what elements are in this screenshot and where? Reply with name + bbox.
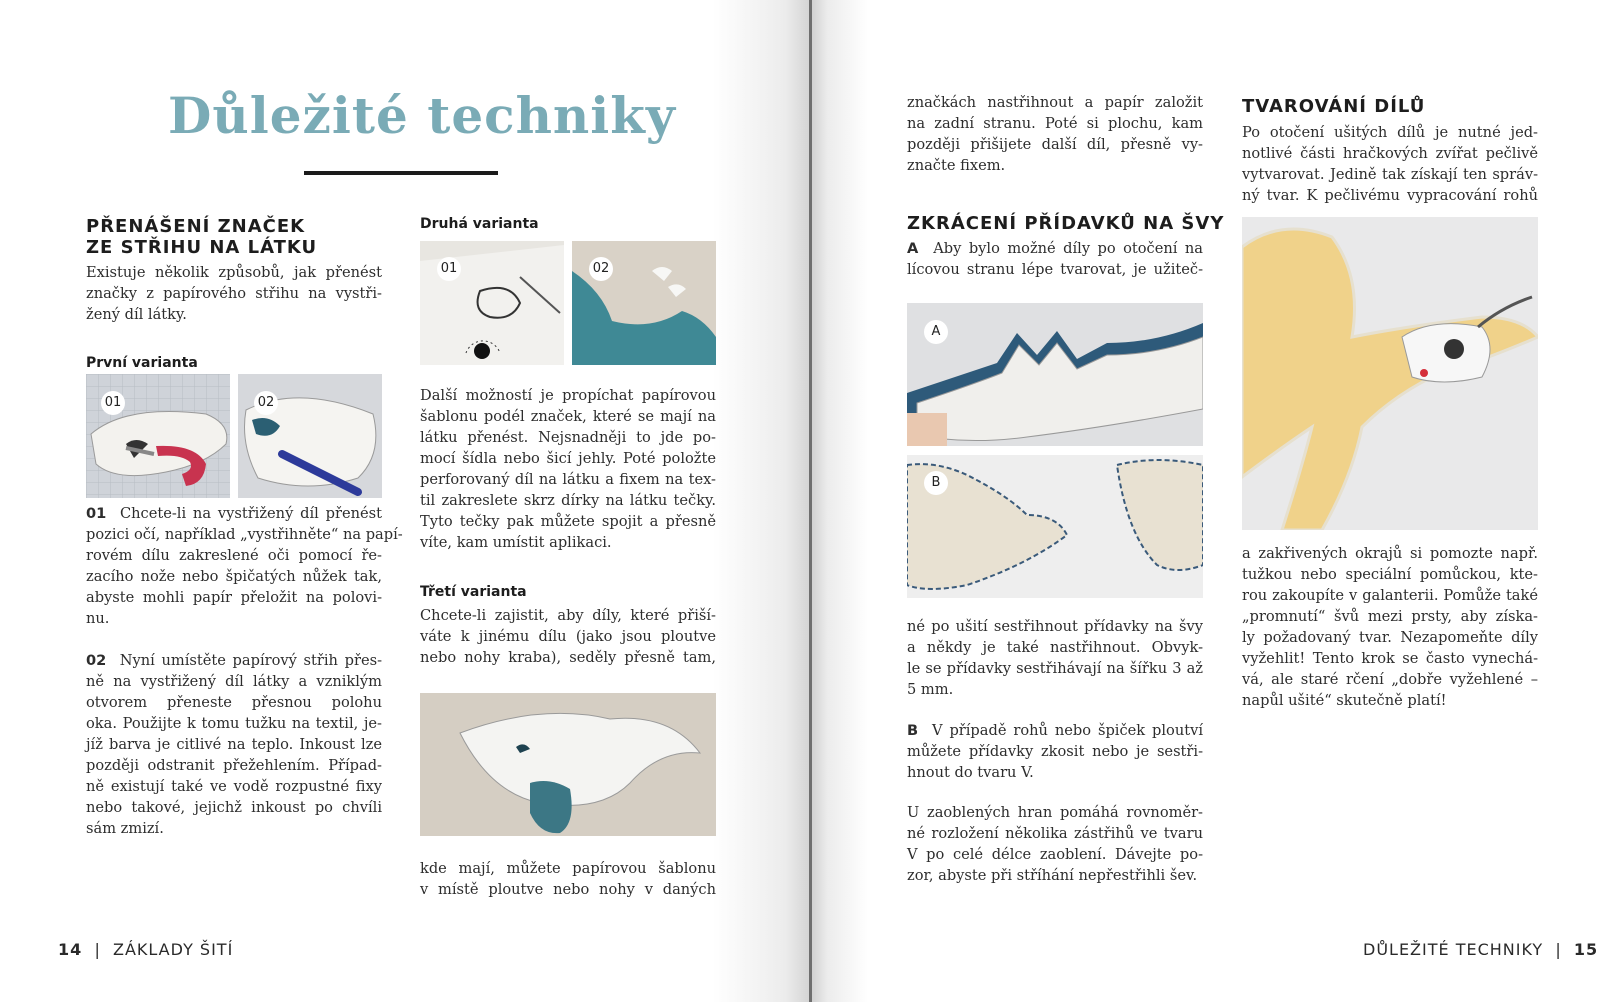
step-a-text: A Aby bylo možné díly po otočení na lícovou stranu lépe tvarovat, je užiteč- [907,240,1204,278]
photo-badge: 01 [437,257,461,281]
right-footer: DŮLEŽITÉ TECHNIKY | 15 [1363,940,1599,959]
photo-badge: A [924,320,948,344]
page-number: 14 [58,940,83,959]
section-heading-seam-allowance: ZKRÁCENÍ PŘÍDAVKŮ NA ŠVY [907,213,1225,234]
running-header: DŮLEŽITÉ TECHNIKY [1363,940,1544,959]
step-a-text-cont: né po ušití sestřihnout přídavky na švy a někdy je také nastřihnout. Obvyk- le se přídavky sestřihávají na šířku 3 až 5 mm. [907,618,1203,698]
photo-ironing [1242,217,1538,530]
variant3-text: Chcete-li zajistit, aby díly, které přiší- váte k jinému dílu (jako jsou ploutve nebo nohy kraba), seděly přesně tam, [420,607,716,666]
photo-step-b [907,455,1203,598]
book-spine [809,0,812,1002]
shaping-text: Po otočení ušitých dílů je nutné jed- notlivé části hračkových zvířat pečlivě vytvarovat. Jedině tak získají ten správ- ný tvar. K pečlivému vypracování rohů [1242,124,1538,204]
photo-variant3 [420,693,716,836]
running-header: ZÁKLADY ŠITÍ [113,940,234,959]
variant1-title: První varianta [86,355,198,371]
photo-badge: 01 [101,391,125,415]
section-heading-transfer: PŘENÁŠENÍ ZNAČEK ZE STŘIHU NA LÁTKU [86,216,318,258]
title-underline [304,171,498,175]
photo-step-a [907,303,1203,446]
page-title: Důležité techniky [168,86,676,145]
page-number: 15 [1573,940,1599,959]
shaping-text-cont: a zakřivených okrajů si pomozte např. tužkou nebo speciální pomůckou, kte- rou zakoupíte v galanterii. Pomůže také „promnutí“ švů mezi prsty, aby získa- ly požadovaný tvar. Nezapomeňte díly vyžehlit! Tento krok se často vynechá- vá, ale staré rčení „dobře vyžehlené – napůl ušité“ skutečně platí! [1242,545,1538,709]
variant3-title: Třetí varianta [420,584,527,600]
section-intro: Existuje několik způsobů, jak přenést značky z papírového střihu na vystři- žený díl látky. [86,264,382,323]
rounded-edges-text: U zaoblených hran pomáhá rovnoměr- né rozložení několika zástřihů ve tvaru V po celé délce zaoblení. Dávejte po- zor, abyste při stříhání nepřestřihli šev. [907,804,1203,884]
step01-text: 01 Chcete-li na vystřižený díl přenést pozici očí, například „vystřihněte“ na papí- rovém dílu zakreslené oči pomocí ře- zacího nože nebo špičatých nůžek tak, abyste mohli papír přeložit na polovi- nu. [86,505,403,627]
section-heading-shaping: TVAROVÁNÍ DÍLŮ [1242,96,1426,117]
photo-badge: B [924,471,948,495]
left-footer: 14 | ZÁKLADY ŠITÍ [58,940,234,959]
step-b-text: B V případě rohů nebo špiček ploutví můžete přídavky zkosit nebo je sestři- hnout do tvaru V. [907,722,1204,781]
photo-badge: 02 [254,391,278,415]
variant3-text-cont: kde mají, můžete papírovou šablonu v místě ploutve nebo nohy v daných [420,860,716,898]
photo-badge: 02 [589,257,613,281]
continued-text: značkách nastřihnout a papír založit na zadní stranu. Poté si plochu, kam později přišijete další díl, přesně vy- značte fixem. [907,94,1203,174]
variant2-text: Další možností je propíchat papírovou šablonu podél značek, které se mají na látku přenést. Nejsnadněji to jde po- mocí šídla nebo šicí jehly. Poté položte perforovaný díl na látku a fixem na tex- til zakreslete skrz dírky na látku tečky. Tyto tečky pak můžete spojit a přesně víte, kam umístit aplikaci. [420,387,716,551]
variant2-title: Druhá varianta [420,216,539,232]
step02-text: 02 Nyní umístěte papírový střih přes- ně na vystřižený díl látky a vzniklým otvorem přeneste přesnou polohu oka. Použijte k tomu tužku na textil, je- jíž barva je citlivé na teplo. Inkoust lze později odstranit přežehlením. Případ- ně existují také ve vodě rozpustné fixy nebo takové, jejichž inkoust po chvíli sám zmizí. [86,652,383,837]
